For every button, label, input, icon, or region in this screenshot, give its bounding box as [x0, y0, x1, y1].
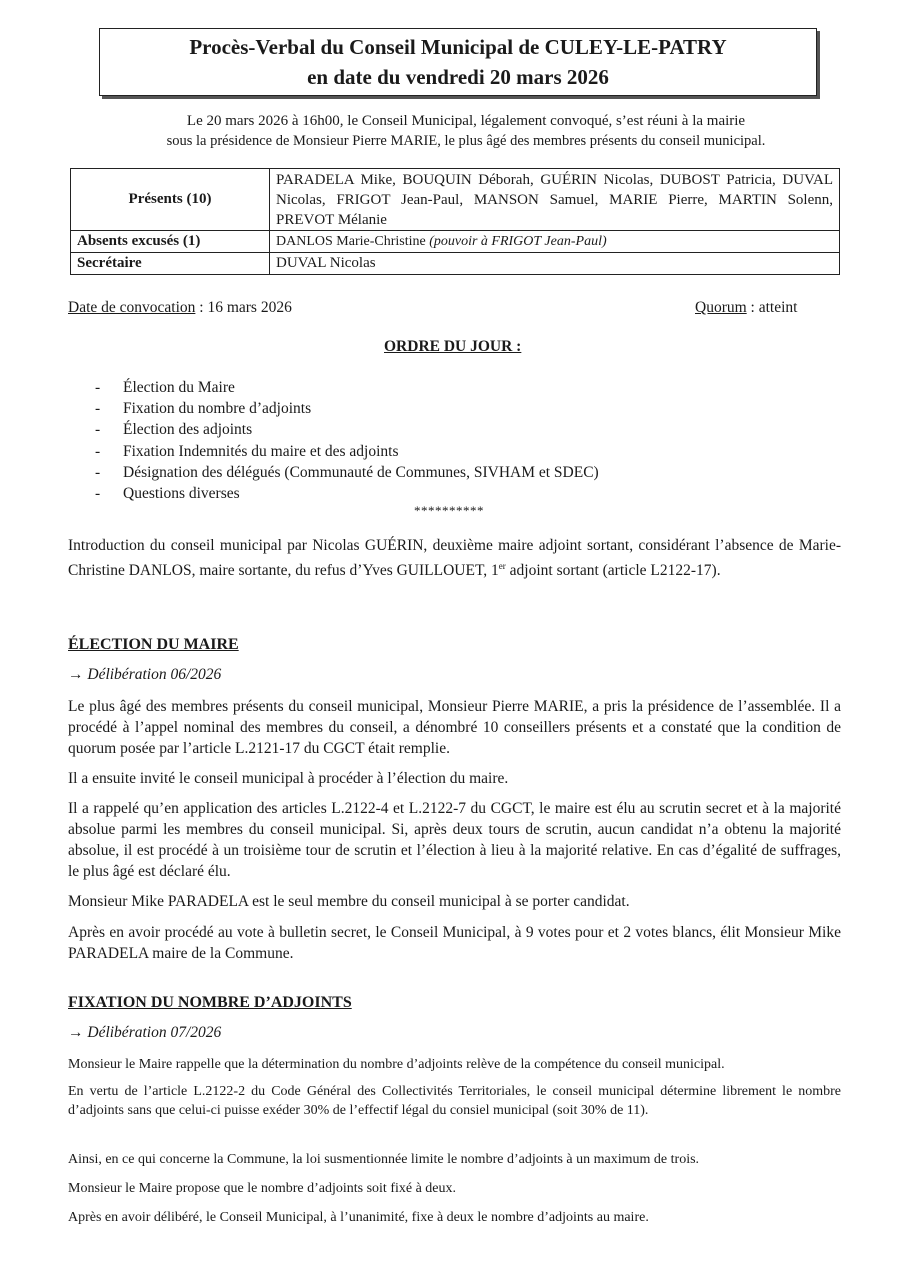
agenda-item [95, 441, 599, 462]
agenda-item [95, 419, 599, 440]
adjoints-paragraph: Monsieur le Maire rappelle que la détermination du nombre d’adjoints relève de la compétence du conseil municipal. [68, 1057, 725, 1072]
title-line-1: Procès-Verbal du Conseil Municipal de CULEY-LE-PATRY [189, 35, 727, 59]
secretary-row [71, 253, 840, 275]
quorum-label: Quorum [695, 299, 747, 316]
intro-line-1: Le 20 mars 2026 à 16h00, le Conseil Municipal, légalement convoqué, s’est réuni à la mairie [186, 113, 746, 129]
adjoints-paragraph: Après en avoir délibéré, le Conseil Municipal, à l’unanimité, fixe à deux le nombre d’adjoints au maire. [68, 1210, 649, 1225]
agenda-dash: - [95, 463, 101, 481]
secretary-value: DUVAL Nicolas [270, 253, 840, 275]
introduction-sup: er [498, 561, 506, 571]
agenda-item [95, 462, 599, 483]
election-deliberation: → Délibération 06/2026 [68, 666, 222, 683]
present-row [71, 169, 840, 231]
agenda-item-label: Fixation du nombre d’adjoints [123, 400, 312, 418]
election-paragraph: Monsieur Mike PARADELA est le seul membre du conseil municipal à se porter candidat. [68, 893, 630, 910]
secretary-label: Secrétaire [71, 253, 270, 275]
agenda-dash: - [95, 484, 101, 502]
convocation-label: Date de convocation [68, 299, 196, 316]
title-box [99, 28, 817, 96]
adjoints-paragraph: Ainsi, en ce qui concerne la Commune, la loi susmentionnée limite le nombre d’adjoints à un maximum de trois. [68, 1152, 700, 1167]
separator-stars: ********** [414, 503, 484, 518]
introduction-text-end: adjoint sortant (article L2122-17). [505, 562, 721, 580]
adjoints-paragraph: En vertu de l’article L.2122-2 du Code Général des Collectivités Territoriales, le conseil municipal détermine librement le nombre d’adjoints sans que celui-ci puisse exéder 30% de l’effectif légal du consiel municipal (soit 30% de 11). [68, 1084, 841, 1118]
absent-row [71, 231, 840, 253]
election-paragraph: Après en avoir procédé au vote à bulletin secret, le Conseil Municipal, à 9 votes pour et 2 votes blancs, élit Monsieur Mike PARADELA maire de la Commune. [68, 924, 841, 962]
absent-label: Absents excusés (1) [71, 231, 270, 253]
quorum-line [695, 298, 797, 318]
agenda-item-label: Désignation des délégués (Communauté de Communes, SIVHAM et SDEC) [123, 463, 599, 481]
agenda-list [95, 377, 599, 504]
present-label: Présents (10) [71, 169, 270, 231]
absent-cell [270, 231, 840, 253]
election-paragraph: Le plus âgé des membres présents du conseil municipal, Monsieur Pierre MARIE, a pris la présidence de l’assemblée. Il a procédé à l’appel nominal des membres du conseil, a dénombré 10 conseillers présents et a constaté que la condition de quorum posée par l’article L.2121-17 du CGCT était remplie. [68, 698, 841, 757]
agenda-item-label: Fixation Indemnités du maire et des adjoints [123, 442, 399, 460]
agenda-dash: - [95, 400, 101, 418]
convocation-line [68, 298, 292, 318]
agenda-dash: - [95, 421, 101, 439]
adjoints-heading: FIXATION DU NOMBRE D’ADJOINTS [68, 994, 352, 1011]
agenda-item [95, 377, 599, 398]
attendance-table [70, 168, 840, 275]
absent-note: (pouvoir à FRIGOT Jean-Paul) [429, 233, 607, 249]
agenda-item-label: Questions diverses [123, 484, 240, 502]
adjoints-paragraph: Monsieur le Maire propose que le nombre d’adjoints soit fixé à deux. [68, 1181, 457, 1196]
intro-line-2: sous la présidence de Monsieur Pierre MARIE, le plus âgé des membres présents du conseil municipal. [166, 133, 766, 149]
agenda-item-label: Élection des adjoints [123, 421, 253, 439]
title-line-2: en date du vendredi 20 mars 2026 [307, 65, 609, 89]
election-paragraph: Il a ensuite invité le conseil municipal à procéder à l’élection du maire. [68, 770, 509, 787]
adjoints-deliberation: → Délibération 07/2026 [68, 1024, 222, 1041]
agenda-item-label: Élection du Maire [123, 379, 235, 396]
election-heading: ÉLECTION DU MAIRE [68, 636, 239, 653]
agenda-dash: - [95, 442, 101, 460]
introduction-paragraph [68, 535, 841, 581]
agenda-item [95, 398, 599, 419]
introduction-text: Introduction du conseil municipal par Nicolas GUÉRIN, deuxième maire adjoint sortant, considérant l’absence de Marie-Christine DANLOS, maire sortante, du refus d’Yves GUILLOUET, 1 [68, 537, 841, 580]
agenda-dash: - [95, 379, 101, 396]
present-value: PARADELA Mike, BOUQUIN Déborah, GUÉRIN Nicolas, DUBOST Patricia, DUVAL Nicolas, FRIGOT Jean-Paul, MANSON Samuel, MARIE Pierre, MARTIN Solenn, PREVOT Mélanie [270, 169, 840, 231]
agenda-heading: ORDRE DU JOUR : [384, 338, 522, 355]
election-paragraph: Il a rappelé qu’en application des articles L.2122-4 et L.2122-7 du CGCT, le maire est élu au scrutin secret et à la majorité absolue parmi les membres du conseil municipal. Si, après deux tours de scrutin, aucun candidat n’a obtenu la majorité absolue, il est procédé à un troisième tour de scrutin et l’élection à lieu à la majorité relative. En cas d’égalité de suffrages, le plus âgé est déclaré élu. [68, 800, 841, 880]
absent-value: DANLOS Marie-Christine [276, 233, 426, 249]
agenda-item [95, 483, 599, 504]
convocation-value: : 16 mars 2026 [195, 299, 292, 316]
quorum-value: : atteint [746, 299, 798, 316]
